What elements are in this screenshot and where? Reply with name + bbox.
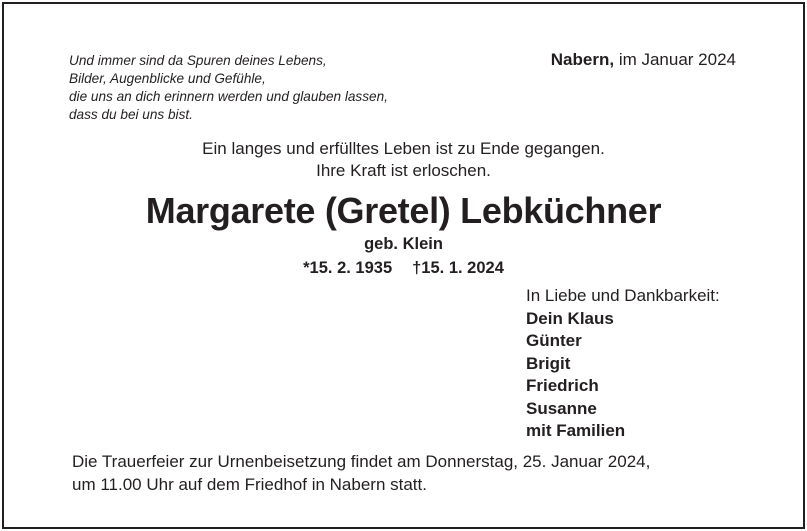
motto-line: Bilder, Augenblicke und Gefühle, <box>69 71 266 86</box>
mourner-name: mit Familien <box>526 421 626 440</box>
death-date: †15. 1. 2024 <box>412 259 504 277</box>
mourner-name: Brigit <box>526 353 571 373</box>
mourner-name: Günter <box>526 331 582 350</box>
motto-line: dass du bei uns bist. <box>69 107 193 122</box>
life-dates <box>0 259 807 278</box>
intro-line: Ihre Kraft ist erloschen. <box>316 161 491 180</box>
place: Nabern, <box>550 50 615 69</box>
ceremony-line: um 11.00 Uhr auf dem Friedhof in Nabern statt. <box>72 474 427 494</box>
maiden-name: geb. Klein <box>364 235 443 253</box>
mourners-list <box>526 285 720 443</box>
mourner-name: Friedrich <box>526 376 599 395</box>
motto-poem <box>69 52 388 124</box>
ceremony-line: Die Trauerfeier zur Urnenbeisetzung findet am Donnerstag, 25. Januar 2024, <box>72 452 651 471</box>
intro-line: Ein langes und erfülltes Leben ist zu Ende gegangen. <box>202 139 605 158</box>
mourner-name: Susanne <box>526 398 597 418</box>
mourner-name: Dein Klaus <box>526 308 614 328</box>
motto-line: Und immer sind da Spuren deines Lebens, <box>69 53 327 68</box>
deceased-name: Margarete (Gretel) Lebküchner <box>145 190 662 231</box>
intro-text <box>0 138 807 182</box>
ceremony-notice <box>72 451 650 496</box>
motto-line: die uns an dich erinnern werden und glauben lassen, <box>69 89 388 104</box>
place-date <box>551 50 736 70</box>
date: im Januar 2024 <box>618 50 736 69</box>
birth-date: *15. 2. 1935 <box>303 259 393 277</box>
mourners-heading: In Liebe und Dankbarkeit: <box>526 286 720 305</box>
